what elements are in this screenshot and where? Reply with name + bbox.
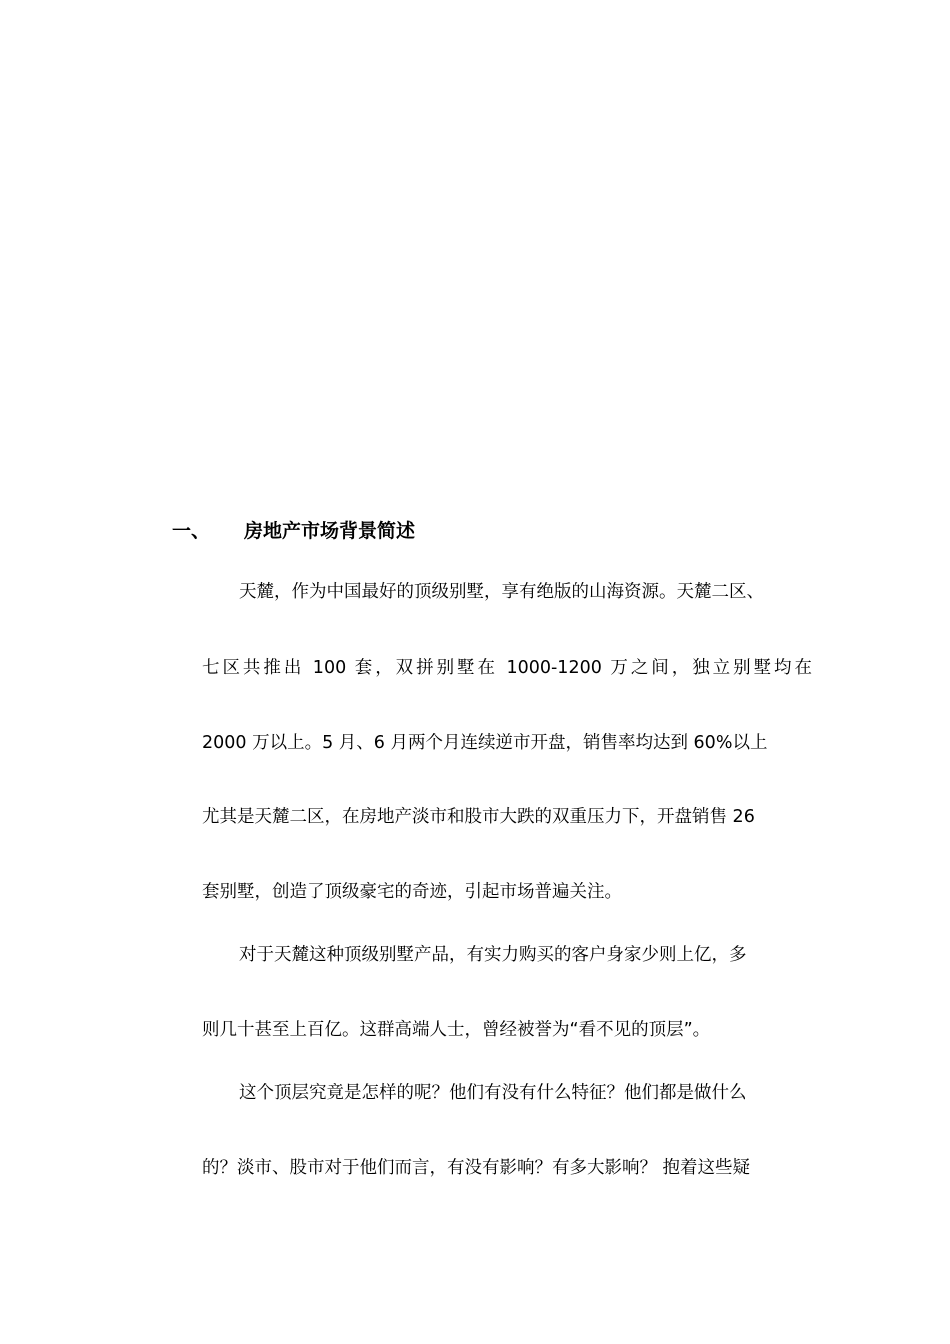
paragraph-line: 尤其是天麓二区，在房地产淡市和股市大跌的双重压力下，开盘销售 26 <box>202 807 755 827</box>
paragraph-line: 则几十甚至上百亿。这群高端人士，曾经被誉为“看不见的顶层”。 <box>202 1020 711 1040</box>
paragraph-line: 套别墅，创造了顶级豪宅的奇迹，引起市场普遍关注。 <box>202 882 622 902</box>
section-title: 房地产市场背景简述 <box>244 520 416 542</box>
paragraph-line: 天麓，作为中国最好的顶级别墅，享有绝版的山海资源。天麓二区、 <box>239 582 764 602</box>
paragraph-line: 这个顶层究竟是怎样的呢？他们有没有什么特征？他们都是做什么 <box>239 1083 747 1103</box>
paragraph-line: 2000 万以上。5 月、6 月两个月连续逆市开盘，销售率均达到 60%以上 <box>202 733 768 753</box>
paragraph-line: 对于天麓这种顶级别墅产品，有实力购买的客户身家少则上亿，多 <box>239 945 747 965</box>
section-number: 一、 <box>172 520 211 542</box>
paragraph-line: 的？淡市、股市对于他们而言，有没有影响？有多大影响？ 抱着这些疑 <box>202 1158 751 1178</box>
paragraph-line: 七区共推出 100 套，双拼别墅在 1000-1200 万之间，独立别墅均在 <box>202 658 812 678</box>
